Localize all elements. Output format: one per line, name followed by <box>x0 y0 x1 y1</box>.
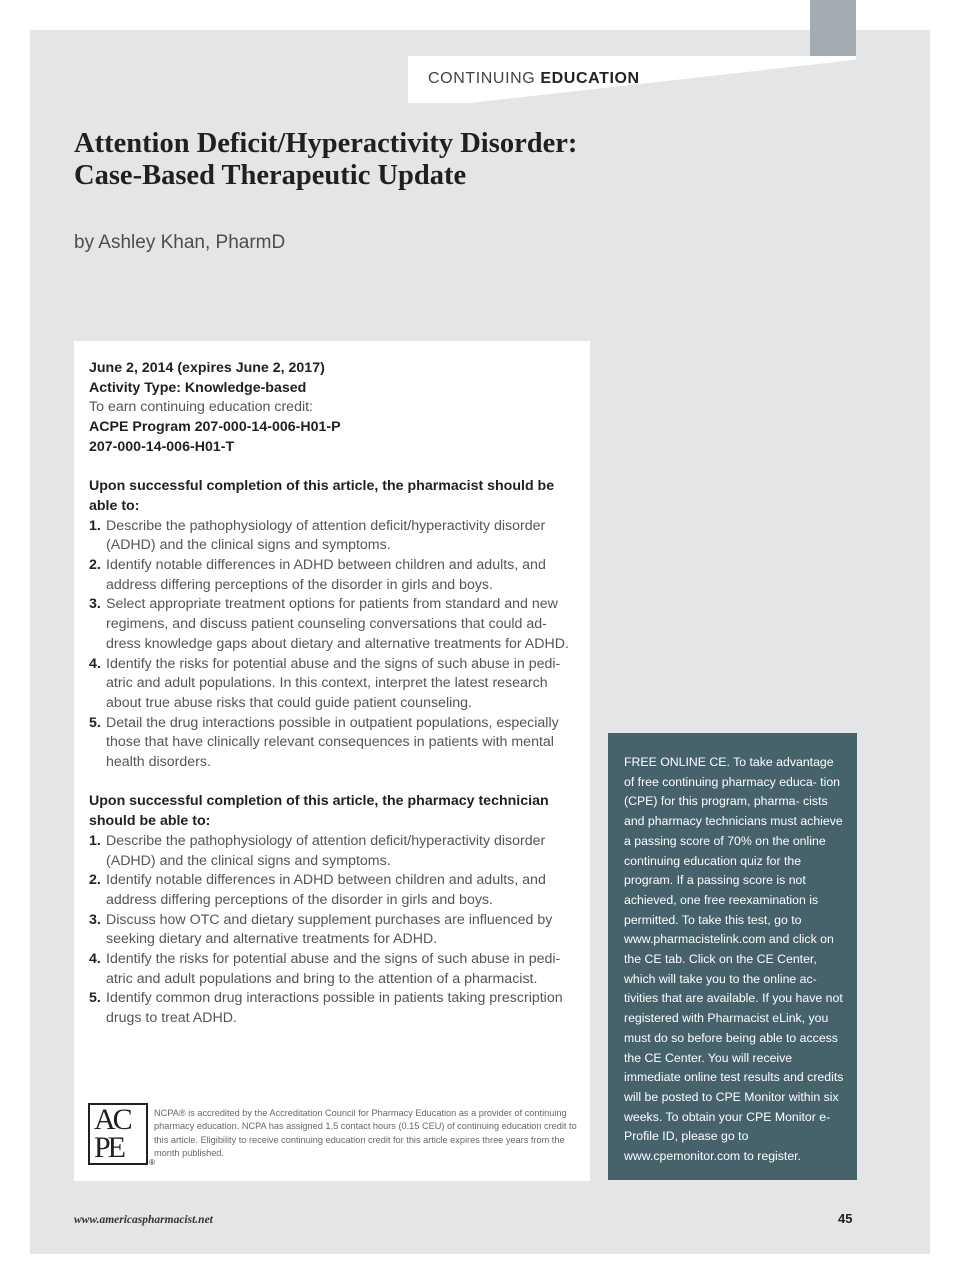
program-number-pharmacist: ACPE Program 207-000-14-006-H01-P <box>89 419 341 436</box>
section-label <box>428 70 640 88</box>
program-number-technician: 207-000-14-006-H01-T <box>89 438 235 455</box>
list-item: 5. Detail the drug interactions possible in outpatient populations, especially those that have clinically relevant consequences in patients with mental health disorders. <box>89 714 559 771</box>
list-item: 2. Identify notable differences in ADHD between children and adults, and address differing perceptions of the disorder in girls and boys. <box>89 557 546 593</box>
ce-date: June 2, 2014 (expires June 2, 2017) <box>89 360 325 376</box>
list-item: 4. Identify the risks for potential abuse and the signs of such abuse in pedi- atric and adult populations and bring to the attention of a pharmacist. <box>89 951 561 987</box>
activity-type: Activity Type: Knowledge-based <box>89 379 307 396</box>
corner-tab <box>810 0 856 56</box>
page-number: 45 <box>838 1211 853 1226</box>
list-item: 1. Describe the pathophysiology of attention deficit/hyperactivity disorder (ADHD) and the clinical signs and symptoms. <box>89 517 546 554</box>
section-label-light: CONTINUING <box>428 70 536 87</box>
ce-info-content <box>89 359 581 1029</box>
free-online-ce-text: FREE ONLINE CE. To take advantage of free continuing pharmacy educa- tion (CPE) for this program, pharma- cists and pharmacy technicians must achieve a passing score of 70% on the online continuing education quiz for the program. If a passing score is not achieved, one free reexamination is permitted. To take this test, go to www.pharmacistelink.com and click on the CE tab. Click on the CE Center, which will take you to the online ac- tivities that are available. If you have not registered with Pharmacist eLink, you must do so before being able to access the CE Center. You will receive immediate online test results and credits will be posted to CPE Monitor within six weeks. To obtain your CPE Monitor e-Profile ID, please go to www.cpemonitor.com to register. <box>624 755 844 1164</box>
footer-url: www.americaspharmacist.net <box>74 1214 213 1226</box>
article-title <box>74 128 794 192</box>
list-item: 1. Describe the pathophysiology of attention deficit/hyperactivity disorder (ADHD) and the clinical signs and symptoms. <box>89 832 546 869</box>
accreditation-text: NCPA® is accredited by the Accreditation Council for Pharmacy Education as a provider of continuing pharmacy education. NCPA has assigned 1.5 contact hours (0.15 CEU) of continuing education credit to this article. Eligibility to receive continuing education credit for this article expires three years from the month published. <box>154 1108 577 1158</box>
free-online-ce-box <box>608 733 857 1180</box>
acpe-logo-icon: AC PE ® <box>88 1103 148 1165</box>
technician-objectives-heading: Upon successful completion of this article, the pharmacy technician should be able to: <box>89 793 549 830</box>
list-item: 3. Select appropriate treatment options for patients from standard and new regimens, and discuss patient counseling conversations that could ad- dress knowledge gaps about dietary and alternative treatments for ADHD. <box>89 596 569 652</box>
title-line-1: Attention Deficit/Hyperactivity Disorder: <box>74 128 578 159</box>
section-label-bold: EDUCATION <box>540 70 640 87</box>
accreditation-block <box>88 1103 578 1167</box>
list-item: 3. Discuss how OTC and dietary supplement purchases are influenced by seeking dietary and alternative treatments for ADHD. <box>89 911 553 948</box>
list-item: 2. Identify notable differences in ADHD between children and adults, and address differing perceptions of the disorder in girls and boys. <box>89 872 546 908</box>
list-item: 5. Identify common drug interactions possible in patients taking prescription drugs to treat ADHD. <box>89 990 563 1027</box>
pharmacist-objectives-heading: Upon successful completion of this article, the pharmacist should be able to: <box>89 478 555 514</box>
list-item: 4. Identify the risks for potential abuse and the signs of such abuse in pedi- atric and adult populations. In this context, interpret the latest research about true abuse risks that could guide patient counseling. <box>89 655 561 711</box>
ce-info-box <box>74 341 590 1181</box>
byline: by Ashley Khan, PharmD <box>74 232 286 253</box>
earn-credit-label: To earn continuing education credit: <box>89 399 313 416</box>
technician-objectives-list <box>89 832 581 1029</box>
title-line-2: Case-Based Therapeutic Update <box>74 160 467 191</box>
pharmacist-objectives-list <box>89 517 581 773</box>
